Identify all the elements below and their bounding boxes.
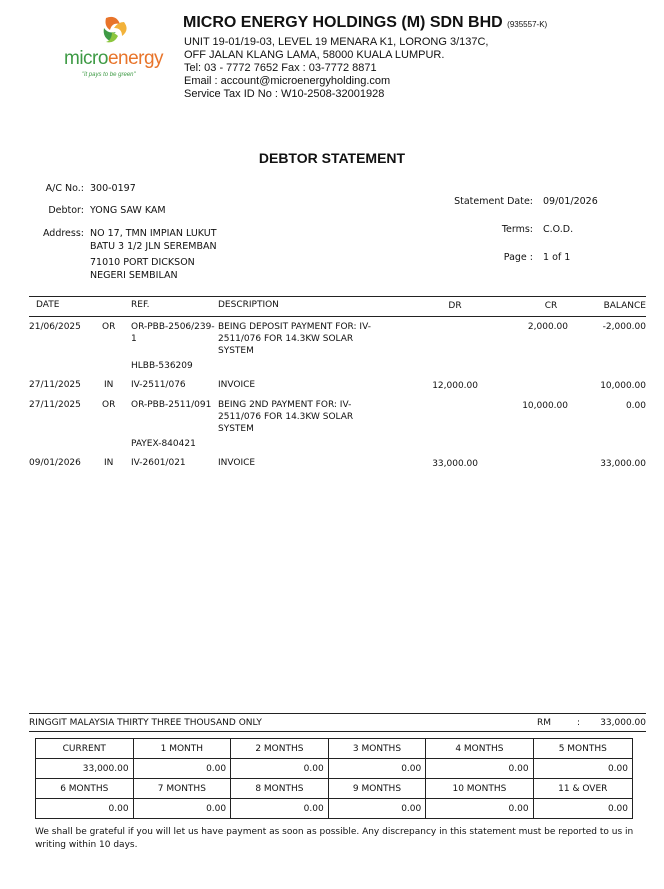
row-desc: INVOICE [218,458,256,468]
amount-in-words: RINGGIT MALAYSIA THIRTY THREE THOUSAND ONLY [29,718,262,728]
company-address-2: OFF JALAN KLANG LAMA, 58000 KUALA LUMPUR. [184,49,445,61]
statement-date-label: Statement Date: [454,196,533,207]
row-desc: BEING 2ND PAYMENT FOR: IV- [218,400,352,410]
aging-value: 0.00 [426,759,533,779]
row-dr: 33,000.00 [432,459,478,469]
aging-label: 10 MONTHS [426,779,533,799]
aging-value: 0.00 [533,759,632,779]
company-tel-fax: Tel: 03 - 7772 7652 Fax : 03-7772 8871 [184,62,377,74]
aging-value: 0.00 [133,759,231,779]
row-type: IN [104,458,114,468]
row-ref-cont: 1 [131,334,137,344]
row-desc: BEING DEPOSIT PAYMENT FOR: IV- [218,322,371,332]
aging-label: 7 MONTHS [133,779,231,799]
row-balance: 10,000.00 [600,381,646,391]
ac-no-label: A/C No.: [45,183,84,194]
aging-row [36,739,633,759]
aging-table [35,738,633,819]
total-amount: 33,000.00 [600,718,646,728]
aging-label: 6 MONTHS [36,779,134,799]
aging-value: 0.00 [533,799,632,819]
company-tax-id: Service Tax ID No : W10-2508-32001928 [184,88,385,100]
aging-value: 0.00 [231,799,329,819]
aging-label: 1 MONTH [133,739,231,759]
summary-bottom-rule [29,731,646,732]
debtor-label: Debtor: [48,205,84,216]
ac-no-value: 300-0197 [90,183,136,194]
row-ref2: PAYEX-840421 [131,439,196,449]
company-email: Email : account@microenergyholding.com [184,75,391,87]
aging-label: 5 MONTHS [533,739,632,759]
address-line-2: BATU 3 1/2 JLN SEREMBAN [90,241,217,252]
aging-value: 0.00 [328,759,426,779]
row-ref: IV-2511/076 [131,380,186,390]
logo-wordmark: microenergy [64,48,164,69]
row-balance: 0.00 [625,401,646,411]
row-balance: 33,000.00 [600,459,646,469]
row-type: OR [102,322,116,332]
aging-value: 0.00 [426,799,533,819]
row-ref2: HLBB-536209 [131,361,193,371]
row-balance: -2,000.00 [602,322,646,332]
row-desc-cont: 2511/076 FOR 14.3KW SOLAR [218,412,354,422]
row-dr: 12,000.00 [432,381,478,391]
col-header-cr: CR [544,301,558,311]
aging-value: 0.00 [133,799,231,819]
aging-label: 4 MONTHS [426,739,533,759]
summary-top-rule [29,713,646,714]
statement-title: DEBTOR STATEMENT [258,150,406,166]
row-type: OR [102,400,116,410]
col-header-description: DESCRIPTION [218,300,279,310]
debtor-value: YONG SAW KAM [90,205,166,216]
currency-colon: : [577,718,581,728]
terms-label: Terms: [501,224,533,235]
terms-value: C.O.D. [543,224,574,235]
row-desc: INVOICE [218,380,256,390]
aging-value: 0.00 [231,759,329,779]
aging-row [36,799,633,819]
aging-value: 33,000.00 [36,759,134,779]
row-date: 27/11/2025 [29,380,81,390]
aging-label: 11 & OVER [533,779,632,799]
currency-label: RM [537,718,552,728]
company-address-1: UNIT 19-01/19-03, LEVEL 19 MENARA K1, LORONG 3/137C, [184,36,489,48]
aging-value: 0.00 [328,799,426,819]
aging-label: CURRENT [36,739,134,759]
row-cr: 10,000.00 [522,401,568,411]
address-line-4: NEGERI SEMBILAN [90,270,178,281]
table-header-rule [29,316,646,317]
aging-label: 3 MONTHS [328,739,426,759]
row-type: IN [104,380,114,390]
aging-value: 0.00 [36,799,134,819]
row-desc-cont: 2511/076 FOR 14.3KW SOLAR [218,334,354,344]
col-header-date: DATE [36,300,60,310]
aging-label: 2 MONTHS [231,739,329,759]
address-line-3: 71010 PORT DICKSON [90,257,195,268]
aging-label: 8 MONTHS [231,779,329,799]
address-label: Address: [42,228,84,239]
row-date: 27/11/2025 [29,400,81,410]
row-desc-cont: SYSTEM [218,424,254,434]
row-date: 09/01/2026 [29,458,81,468]
page-label: Page : [503,252,533,263]
statement-date-value: 09/01/2026 [543,196,598,207]
col-header-dr: DR [448,301,462,311]
col-header-ref: REF. [131,300,150,310]
row-ref: IV-2601/021 [131,458,186,468]
footer-note: We shall be grateful if you will let us have payment as soon as possible. Any discrepancy in this statement must be reported to us in writing within 10 days. [35,827,634,850]
row-cr: 2,000.00 [527,322,568,332]
row-date: 21/06/2025 [29,322,81,332]
col-header-balance: BALANCE [603,301,646,311]
row-ref: OR-PBB-2511/091 [131,400,212,410]
aging-row [36,779,633,799]
page-value: 1 of 1 [543,252,571,263]
row-desc-cont: SYSTEM [218,346,254,356]
logo-tagline: "it pays to be green" [82,72,136,78]
company-logo [60,14,175,84]
table-top-rule [29,296,646,297]
aging-row [36,759,633,779]
address-line-1: NO 17, TMN IMPIAN LUKUT [90,228,217,239]
row-ref: OR-PBB-2506/239- [131,322,215,332]
company-name: MICRO ENERGY HOLDINGS (M) SDN BHD (935557-K) [183,14,548,31]
company-reg-no: (935557-K) [507,20,548,29]
aging-label: 9 MONTHS [328,779,426,799]
